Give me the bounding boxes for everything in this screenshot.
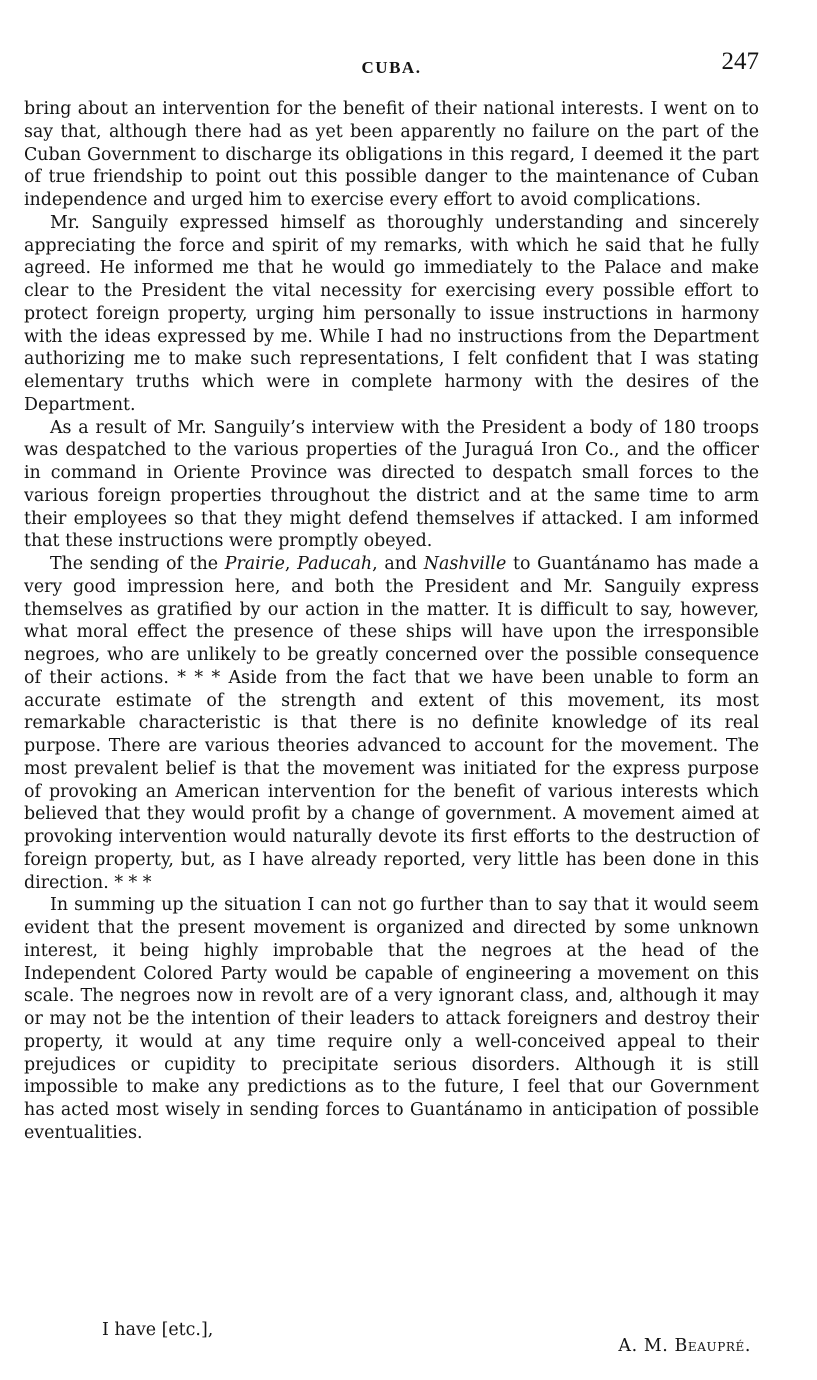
- text-run: , and: [372, 554, 424, 574]
- page-number: 247: [721, 48, 759, 75]
- ship-name: Prairie: [224, 554, 285, 574]
- complimentary-close: I have [etc.],: [102, 1320, 214, 1340]
- text-run: Mr. Sanguily expressed himself as thoroughly understanding and sincerely appreciating the force and spirit of my remarks, with which he said that he fully agreed. He informed me that he would go immediately to the Palace and make clear to the President the vital necessity for exercising every possible effort to protect foreign property, urging him personally to issue instructions in harmony with the ideas expressed by me. While I had no instructions from the Department authorizing me to make such representations, I felt confident that I was stating elementary truths which were in complete harmony with the desires of the Department.: [24, 212, 759, 415]
- paragraph-p1: [24, 98, 759, 212]
- ship-name: Nashville: [423, 554, 507, 574]
- closing: [24, 1318, 759, 1368]
- ship-name: Paducah: [297, 554, 373, 574]
- text-run: to Guantánamo has made a very good impression here, and both the President and Mr. Sanguily express themselves as gratified by our action in the matter. It is difficult to say, however, what moral effect the presence of these ships will have upon the irresponsible negroes, who are unlikely to be greatly concerned over the possible consequence of their actions. * * * Aside from the fact that we have been unable to form an accurate estimate of the strength and extent of this movement, its most remarkable characteristic is that there is no definite knowledge of its real purpose. There are various theories advanced to account for the movement. The most prevalent belief is that the movement was initiated for the express purpose of provoking an American intervention for the benefit of various interests which believed that they would profit by a change of government. A movement aimed at provoking intervention would naturally devote its first efforts to the destruction of foreign property, but, as I have already reported, very little has been done in this direction. * * *: [24, 554, 759, 893]
- signature: A. M. Beaupré.: [618, 1336, 751, 1356]
- paragraph-p5: [24, 894, 759, 1144]
- body-text: [24, 98, 759, 1145]
- paragraph-p2: [24, 212, 759, 417]
- text-run: ,: [284, 554, 298, 574]
- text-run: The sending of the: [50, 554, 225, 574]
- text-run: As a result of Mr. Sanguily’s interview with the President a body of 180 troops was despatched to the various properties of the Juraguá Iron Co., and the officer in command in Oriente Province was directed to despatch small forces to the various foreign properties throughout the district and at the same time to arm their employees so that they might defend themselves if attacked. I am informed that these instructions were promptly obeyed.: [24, 417, 759, 552]
- paragraph-p3: [24, 417, 759, 554]
- paragraph-p4: [24, 553, 759, 894]
- page-header: [24, 46, 759, 86]
- text-run: In summing up the situation I can not go further than to say that it would seem evident that the present movement is organized and directed by some unknown interest, it being highly improbable that the negroes at the head of the Independent Colored Party would be capable of engineering a movement on this scale. The negroes now in revolt are of a very ignorant class, and, although it may or may not be the intention of their leaders to attack foreigners and destroy their property, it would at any time require only a well-conceived appeal to their prejudices or cupidity to precipitate serious disorders. Although it is still impossible to make any predictions as to the future, I feel that our Government has acted most wisely in sending forces to Guantánamo in anticipation of possible eventualities.: [24, 895, 759, 1143]
- running-title: CUBA.: [361, 58, 422, 77]
- text-run: bring about an intervention for the benefit of their national interests. I went on to say that, although there had as yet been apparently no failure on the part of the Cuban Government to discharge its obligations in this regard, I deemed it the part of true friendship to point out this possible danger to the maintenance of Cuban independence and urged him to exercise every effort to avoid complications.: [24, 99, 759, 210]
